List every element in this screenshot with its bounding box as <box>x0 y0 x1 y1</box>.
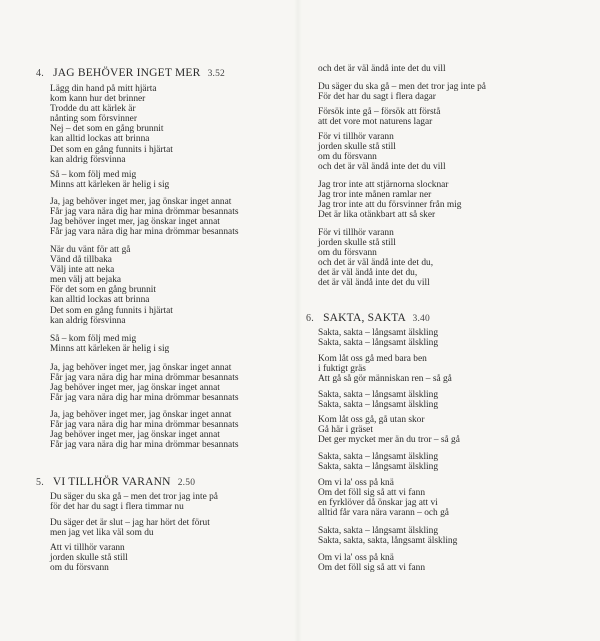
lyric-stanza <box>318 452 438 472</box>
lyric-stanza <box>318 354 452 384</box>
lyric-line: Jag tror inte att du försvinner från mig <box>318 200 462 211</box>
lyric-line: jorden skulle stå still <box>318 238 396 249</box>
lyric-line: För det som en gång brunnit <box>50 285 156 296</box>
song-4-number: 4. <box>36 68 44 79</box>
lyric-stanza <box>50 410 238 450</box>
lyric-line: Det som en gång funnits i hjärtat <box>50 305 173 316</box>
lyric-line: För det har du sagt i flera dagar <box>318 92 436 103</box>
lyric-line: Trodde du att kärlek är <box>50 104 136 115</box>
song-6-heading <box>306 312 430 324</box>
lyric-stanza <box>50 543 128 573</box>
lyric-line: kan alltid lockas att brinna <box>50 295 150 306</box>
lyric-line: Sakta, sakta – långsamt älskling <box>318 390 439 400</box>
lyric-line: Sakta, sakta – långsamt älskling <box>318 462 439 473</box>
lyric-line: Att gå så gör människan ren – så gå <box>318 374 452 385</box>
lyric-stanza <box>318 132 446 172</box>
lyric-stanza <box>318 415 460 445</box>
song-5-title: VI TILLHÖR VARANN <box>52 476 171 488</box>
lyric-line: Försök inte gå – försök att förstå <box>318 107 441 117</box>
lyric-line: Om det föll sig så att vi fann <box>318 488 426 499</box>
lyric-line: Får jag vara nära dig har mina drömmar besannats <box>50 373 239 384</box>
lyric-line: och det är väl ändå inte det du vill <box>318 64 446 74</box>
lyric-stanza <box>50 334 169 354</box>
lyric-line: Vänd då tillbaka <box>50 255 112 266</box>
lyric-stanza <box>318 478 449 518</box>
lyric-line: Sakta, sakta – långsamt älskling <box>318 452 439 462</box>
lyric-line: Får jag vara nära dig har mina drömmar besannats <box>50 393 239 404</box>
song-6-title: SAKTA, SAKTA <box>323 312 406 324</box>
lyric-line: Sakta, sakta, sakta, långsamt älskling <box>318 536 458 547</box>
lyric-line: men välj att bejaka <box>50 275 122 286</box>
song-6-number: 6. <box>306 313 314 324</box>
lyric-line: För vi tillhör varann <box>318 228 394 238</box>
lyric-line: Lägg din hand på mitt hjärta <box>50 84 157 94</box>
lyric-line: jorden skulle stå still <box>318 142 396 153</box>
lyric-line: Jag tror inte att stjärnorna slocknar <box>318 180 449 190</box>
lyric-line: Det ger mycket mer än du tror – så gå <box>318 435 460 446</box>
lyric-line: Det är lika otänkbart att så sker <box>318 210 436 221</box>
lyric-line: Det som en gång funnits i hjärtat <box>50 144 173 155</box>
lyric-line: Du säger du ska gå – men det tror jag inte på <box>50 492 218 502</box>
lyric-stanza <box>318 228 433 289</box>
lyric-line: kom kann hur det brinner <box>50 94 146 105</box>
song-5-number: 5. <box>36 477 44 488</box>
lyric-stanza <box>318 82 486 102</box>
lyric-line: Så – kom följ med mig <box>50 334 137 344</box>
lyric-line: jorden skulle stå still <box>50 553 128 564</box>
lyric-line: Ja, jag behöver inget mer, jag önskar inget annat <box>50 363 232 373</box>
lyric-stanza <box>318 390 438 410</box>
lyric-line: Nej – det som en gång brunnit <box>50 124 164 135</box>
lyric-stanza <box>50 170 169 190</box>
lyric-line: Jag behöver inget mer, jag önskar inget annat <box>50 430 220 441</box>
lyric-stanza <box>50 84 173 165</box>
lyric-line: kan aldrig försvinna <box>50 154 126 165</box>
lyric-line: i fuktigt gräs <box>318 364 366 375</box>
lyric-stanza <box>318 328 438 348</box>
lyric-line: och det är väl ändå inte det du, <box>318 258 434 269</box>
lyric-line: Kom låt oss gå med bara ben <box>318 354 427 364</box>
lyric-line: om du försvann <box>318 248 377 259</box>
lyric-stanza <box>50 492 218 512</box>
song-5-duration: 2.50 <box>177 478 196 488</box>
lyric-line: Du säger det är slut – jag har hört det förut <box>50 518 210 528</box>
lyric-stanza <box>318 526 457 546</box>
lyric-line: det är väl ändå inte det du, <box>318 268 418 279</box>
lyric-stanza <box>50 197 238 237</box>
song-4-heading <box>36 67 225 79</box>
lyric-line: Att vi tillhör varann <box>50 543 125 553</box>
lyric-line: för det har du sagt i flera timmar nu <box>50 502 184 513</box>
lyric-stanza <box>50 245 173 326</box>
lyric-line: men jag vet lika väl som du <box>50 528 154 539</box>
lyric-line: Ja, jag behöver inget mer, jag önskar inget annat <box>50 410 232 420</box>
lyric-line: För vi tillhör varann <box>318 132 394 142</box>
lyric-line: att det vore mot naturens lagar <box>318 117 433 128</box>
lyric-line: en fyrklöver då önskar jag att vi <box>318 498 438 509</box>
song-4-duration: 3.52 <box>207 69 226 79</box>
lyric-line: När du vänt för att gå <box>50 245 131 255</box>
lyric-line: Om vi la' oss på knä <box>318 478 394 488</box>
lyric-line: Jag behöver inget mer, jag önskar inget annat <box>50 217 220 228</box>
page-fold <box>294 0 302 641</box>
lyric-stanza <box>318 180 461 220</box>
lyric-line: Sakta, sakta – långsamt älskling <box>318 338 439 349</box>
lyric-line: om du försvann <box>318 152 377 163</box>
lyric-stanza <box>318 64 446 74</box>
lyric-line: kan aldrig försvinna <box>50 315 126 326</box>
lyric-line: om du försvann <box>50 563 109 574</box>
lyric-stanza <box>50 518 210 538</box>
lyric-line: Ja, jag behöver inget mer, jag önskar inget annat <box>50 197 232 207</box>
lyric-line: Får jag vara nära dig har mina drömmar besannats <box>50 440 239 451</box>
lyric-line: och det är väl ändå inte det du vill <box>318 162 446 173</box>
lyric-line: det är väl ändå inte det du vill <box>318 278 430 289</box>
lyric-line: Jag tror inte månen ramlar ner <box>318 190 432 201</box>
lyric-stanza <box>50 363 238 403</box>
lyric-line: Jag behöver inget mer, jag önskar inget annat <box>50 383 220 394</box>
lyric-line: Gå här i gräset <box>318 425 373 436</box>
song-4-title: JAG BEHÖVER INGET MER <box>53 67 201 79</box>
lyric-stanza <box>318 553 425 573</box>
lyric-line: Får jag vara nära dig har mina drömmar besannats <box>50 420 239 431</box>
lyric-line: Du säger du ska gå – men det tror jag inte på <box>318 82 486 92</box>
lyric-stanza <box>318 107 440 127</box>
lyric-line: Sakta, sakta – långsamt älskling <box>318 400 439 411</box>
lyric-line: Om vi la' oss på knä <box>318 553 394 563</box>
lyric-line: Så – kom följ med mig <box>50 170 137 180</box>
lyric-line: Kom låt oss gå, gå utan skor <box>318 415 425 425</box>
lyric-line: Minns att kärleken är helig i sig <box>50 180 170 191</box>
lyric-line: Sakta, sakta – långsamt älskling <box>318 328 439 338</box>
lyric-line: Får jag vara nära dig har mina drömmar besannats <box>50 207 239 218</box>
song-5-heading <box>36 476 195 488</box>
lyric-line: nånting som försvinner <box>50 114 137 125</box>
lyric-line: Får jag vara nära dig har mina drömmar besannats <box>50 227 239 238</box>
lyric-line: Välj inte att neka <box>50 265 115 276</box>
lyric-line: Sakta, sakta – långsamt älskling <box>318 526 439 536</box>
lyric-line: Om det föll sig så att vi fann <box>318 563 426 574</box>
lyric-line: alltid får vara nära varann – och gå <box>318 508 449 519</box>
lyric-line: kan alltid lockas att brinna <box>50 134 150 145</box>
song-6-duration: 3.40 <box>412 314 430 324</box>
lyric-line: Minns att kärleken är helig i sig <box>50 344 170 355</box>
